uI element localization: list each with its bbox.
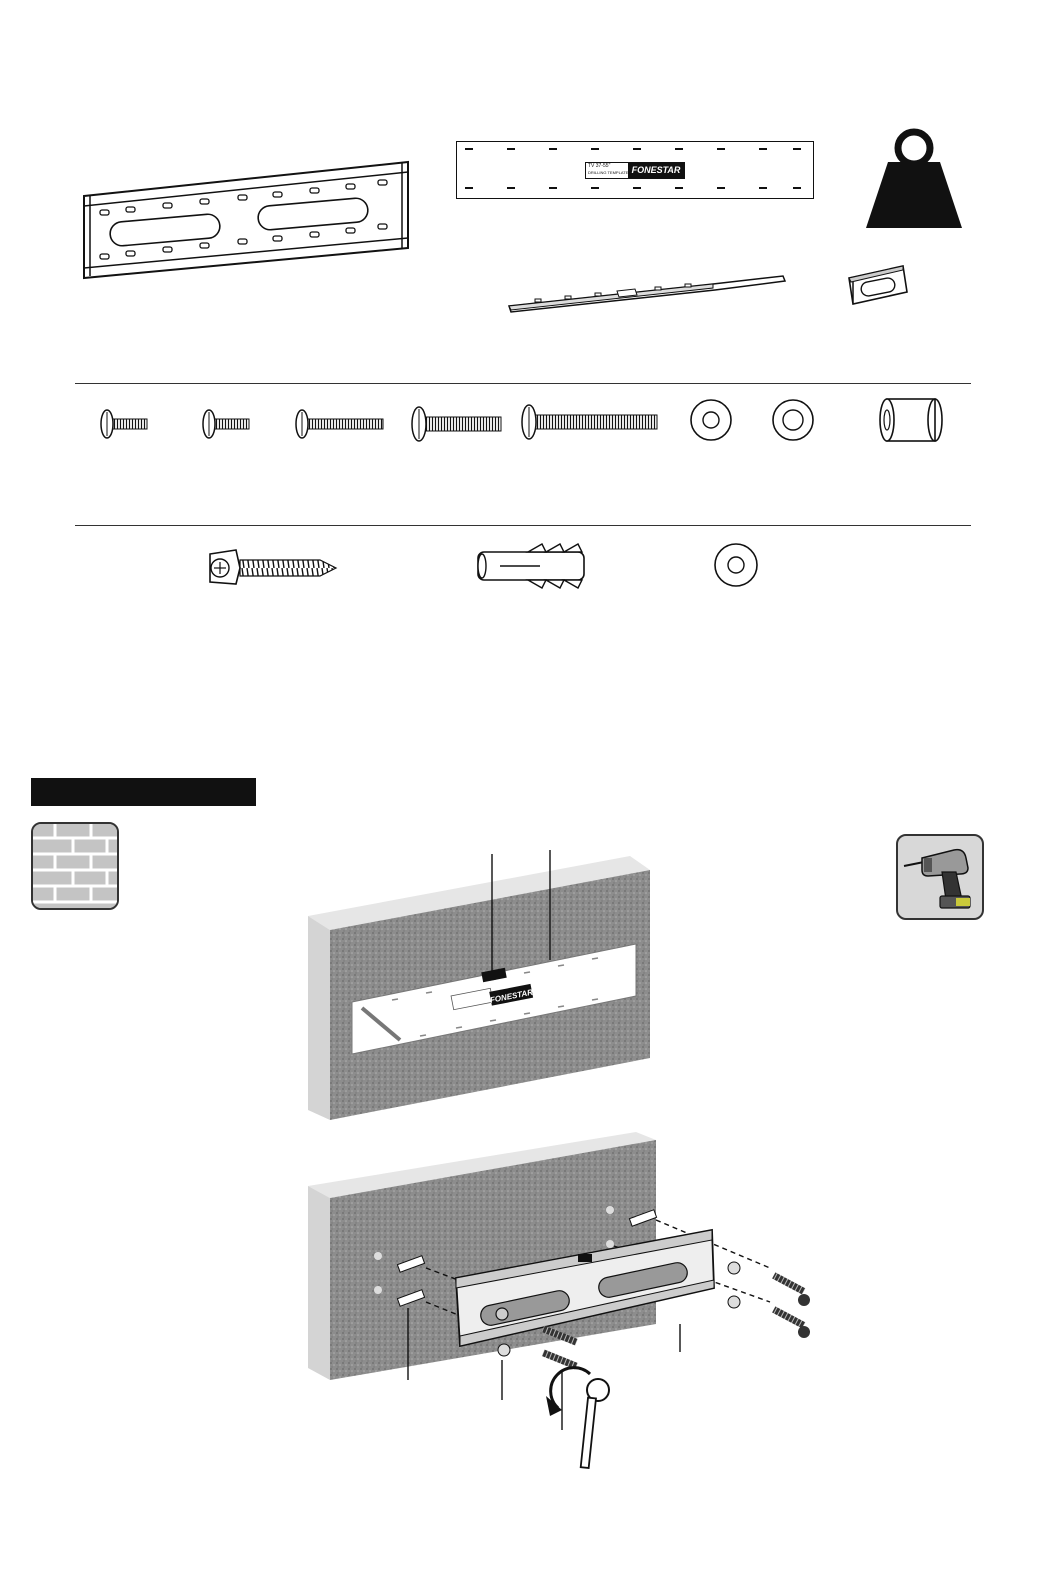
clip-part	[845, 260, 911, 308]
wall-template-illustration	[300, 848, 660, 1128]
level-part	[505, 268, 790, 316]
hardware-row-tv	[95, 395, 945, 455]
wall-mount-illustration	[300, 1128, 820, 1478]
brick-wall-icon	[31, 822, 119, 910]
screw-m8-long-icon	[522, 405, 657, 439]
spacer-icon	[880, 399, 942, 441]
weight-icon	[862, 126, 964, 230]
template-label-line1: TV 37-55"	[588, 163, 611, 169]
wall-template-brand: FONESTAR	[489, 987, 534, 1005]
screw-m6-icon	[296, 410, 383, 438]
template-brand-logo: FONESTAR	[628, 163, 684, 178]
hardware-row-wall	[200, 540, 770, 596]
power-drill-icon	[896, 834, 984, 920]
screw-m8-short-icon	[412, 407, 501, 441]
wall-plate-part	[78, 158, 414, 283]
template-label	[585, 162, 685, 179]
section-header-bar	[31, 778, 256, 806]
divider-top	[75, 383, 971, 384]
washer-wall-icon	[715, 544, 757, 586]
screw-m4-short-icon	[101, 410, 147, 438]
lag-bolt-icon	[210, 550, 336, 584]
washer-small-icon	[691, 400, 731, 440]
wall-anchor-icon	[478, 544, 584, 588]
divider-middle	[75, 525, 971, 526]
section-header-text	[31, 784, 39, 800]
template-label-line2: DRILLING TEMPLATE	[588, 170, 629, 175]
washer-large-icon	[773, 400, 813, 440]
drilling-template-part	[456, 141, 814, 199]
screw-m5-short-icon	[203, 410, 249, 438]
